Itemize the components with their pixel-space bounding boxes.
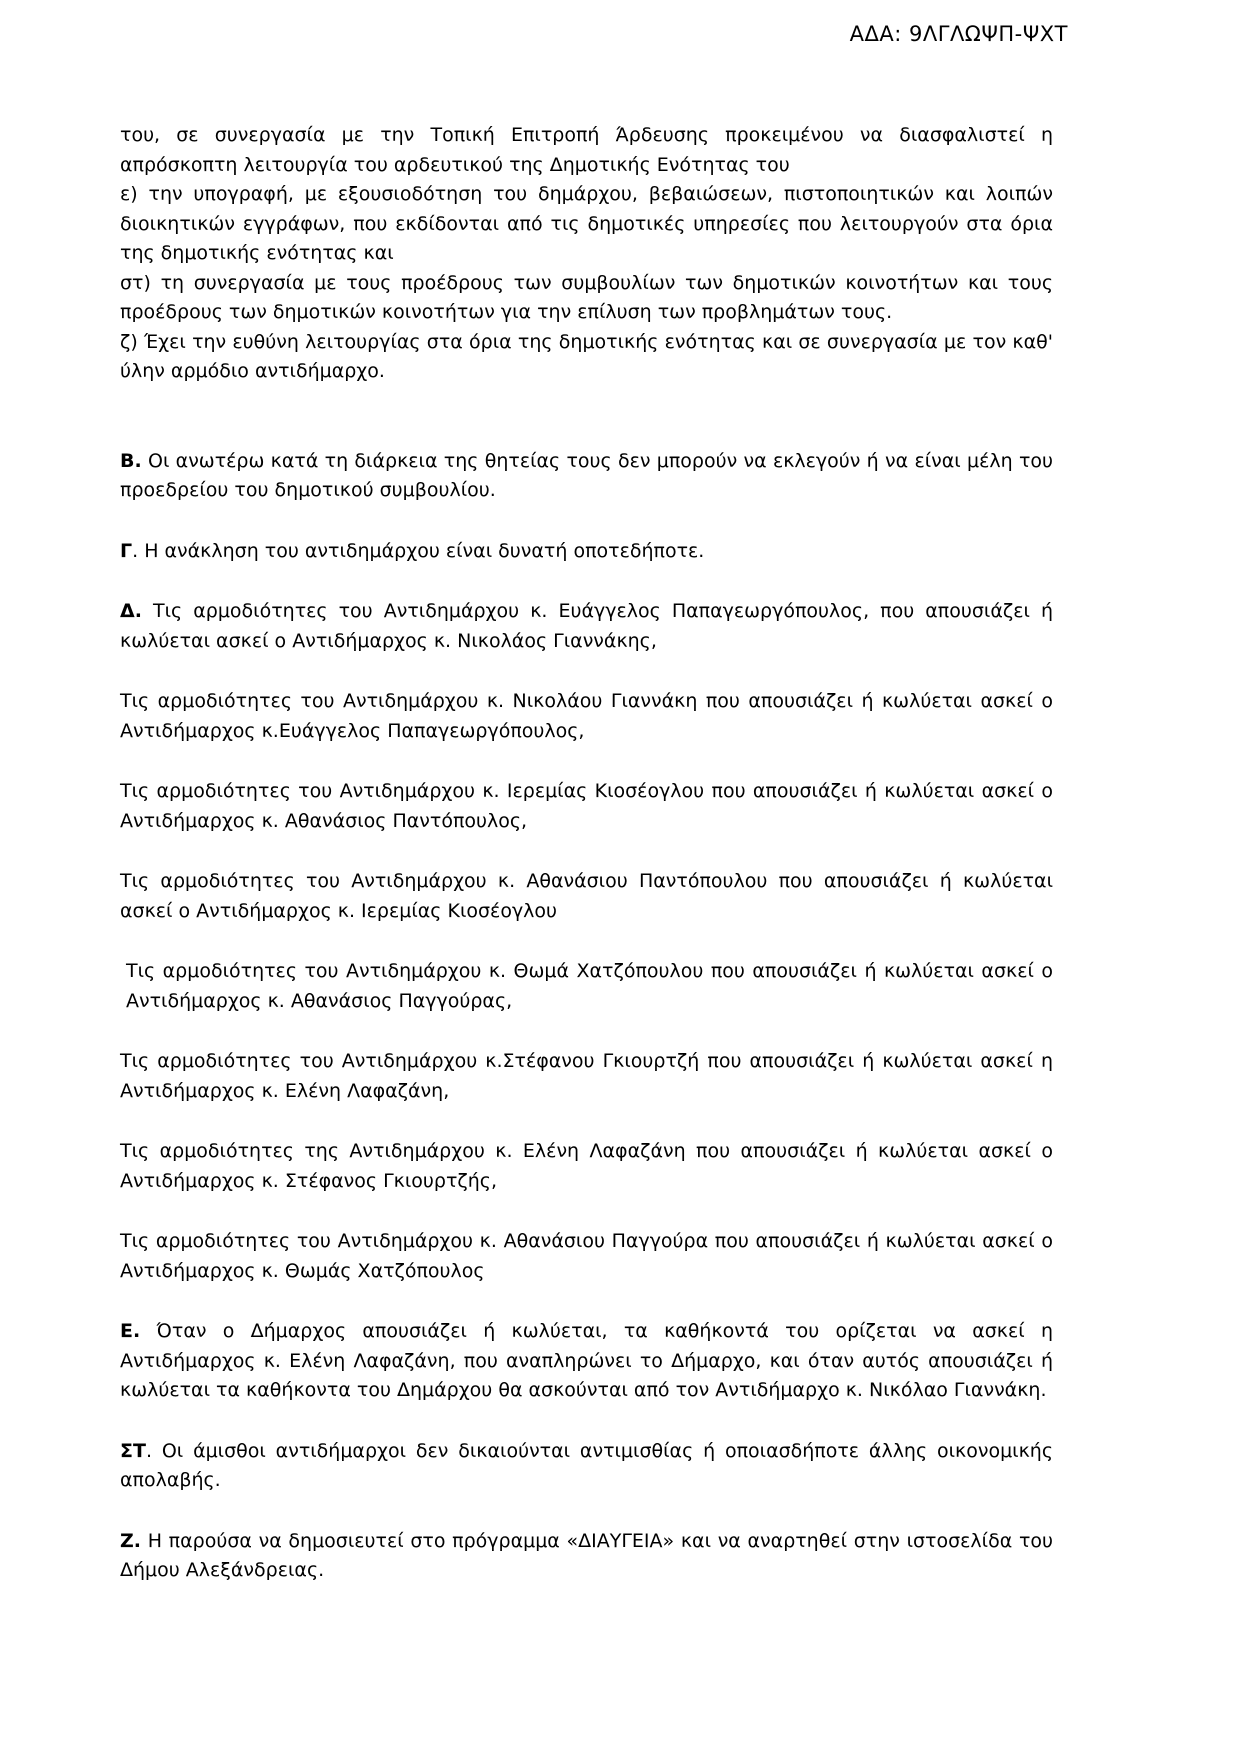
delegation-item: Τις αρμοδιότητες του Αντιδημάρχου κ. Αθανάσιου Παντόπουλου που απουσιάζει ή κωλύεται ασκεί ο Αντιδήμαρχος κ. Ιερεμίας Κιοσέογλου [120,870,1053,922]
section-z [120,1527,1053,1586]
spacer [120,746,1053,777]
section-d-text: Τις αρμοδιότητες του Αντιδημάρχου κ. Ευάγγελος Παπαγεωργόπουλος, που απουσιάζει ή κωλύεται ασκεί ο Αντιδήμαρχος κ. Νικολάος Γιαννάκης, [120,600,1053,652]
section-st-label: ΣΤ [120,1439,146,1462]
spacer [120,1496,1053,1527]
delegation-item: Τις αρμοδιότητες του Αντιδημάρχου κ. Ιερεμίας Κιοσέογλου που απουσιάζει ή κωλύεται ασκεί ο Αντιδήμαρχος κ. Αθανάσιος Παντόπουλος, [120,780,1053,832]
spacer [120,836,1053,867]
section-b [120,447,1053,506]
spacer [120,506,1053,537]
section-b-text: Οι ανωτέρω κατά τη διάρκεια της θητείας τους δεν μπορούν να εκλεγούν ή να είναι μέλη του προεδρείου του δημοτικού συμβουλίου. [120,449,1053,501]
spacer [120,387,1053,447]
section-z-text: Η παρούσα να δημοσιευτεί στο πρόγραμμα «ΔΙΑΥΓΕΙΑ» και να αναρτηθεί στην ιστοσελίδα του Δήμου Αλεξάνδρειας. [120,1529,1053,1581]
spacer [120,656,1053,687]
spacer [120,1196,1053,1227]
intro-paragraph: στ) τη συνεργασία με τους προέδρους των συμβουλίων των δημοτικών κοινοτήτων και τους προέδρους των δημοτικών κοινοτήτων για την επίλυση των προβλημάτων τους. [120,271,1053,323]
spacer [120,1406,1053,1437]
spacer [120,1106,1053,1137]
delegation-item: Τις αρμοδιότητες του Αντιδημάρχου κ. Θωμά Χατζόπουλου που απουσιάζει ή κωλύεται ασκεί ο Αντιδήμαρχος κ. Αθανάσιος Παγγούρας, [126,960,1053,1012]
intro-paragraph: του, σε συνεργασία με την Τοπική Επιτροπή Άρδευσης προκειμένου να διασφαλιστεί η απρόσκοπτη λειτουργία του αρδευτικού της Δημοτικής Ενότητας του [120,124,1053,176]
section-st-text: . Οι άμισθοι αντιδήμαρχοι δεν δικαιούνται αντιμισθίας ή οποιασδήποτε άλλης οικονομικής απολαβής. [120,1439,1053,1491]
spacer [120,1286,1053,1317]
section-g-text: . Η ανάκληση του αντιδημάρχου είναι δυνατή οποτεδήποτε. [132,539,705,562]
ada-header: ΑΔΑ: 9ΛΓΛΩΨΠ-ΨΧΤ [849,22,1068,46]
section-d-label: Δ. [120,600,142,622]
section-e-label: Ε. [120,1320,141,1342]
intro-paragraph: ε) την υπογραφή, με εξουσιοδότηση του δημάρχου, βεβαιώσεων, πιστοποιητικών και λοιπών διοικητικών εγγράφων, που εκδίδονται από τις δημοτικές υπηρεσίες που λειτουργούν στα όρια της δημοτικής ενότητας και [120,183,1053,264]
spacer [120,926,1053,957]
section-e [120,1317,1053,1406]
delegation-item: Τις αρμοδιότητες του Αντιδημάρχου κ.Στέφανου Γκιουρτζή που απουσιάζει ή κωλύεται ασκεί η Αντιδήμαρχος κ. Ελένη Λαφαζάνη, [120,1050,1053,1102]
document-body [120,121,1053,1586]
section-e-text: Όταν ο Δήμαρχος απουσιάζει ή κωλύεται, τα καθήκοντά του ορίζεται να ασκεί η Αντιδήμαρχος κ. Ελένη Λαφαζάνη, που αναπληρώνει το Δήμαρχο, και όταν αυτός απουσιάζει ή κωλύεται τα καθήκοντα του Δημάρχου θα ασκούνται από τον Αντιδήμαρχο κ. Νικόλαο Γιαννάκη. [120,1320,1053,1401]
section-z-label: Ζ. [120,1529,141,1552]
section-b-label: Β. [120,449,142,472]
section-st [120,1437,1053,1496]
spacer [120,566,1053,597]
delegation-item: Τις αρμοδιότητες του Αντιδημάρχου κ. Αθανάσιου Παγγούρα που απουσιάζει ή κωλύεται ασκεί ο Αντιδήμαρχος κ. Θωμάς Χατζόπουλος [120,1230,1053,1282]
section-g-label: Γ [120,539,133,562]
section-g [120,537,1053,567]
intro-paragraph: ζ) Έχει την ευθύνη λειτουργίας στα όρια της δημοτικής ενότητας και σε συνεργασία με τον καθ' ύλην αρμόδιο αντιδήμαρχο. [120,330,1053,382]
section-d [120,597,1053,656]
delegation-item: Τις αρμοδιότητες της Αντιδημάρχου κ. Ελένη Λαφαζάνη που απουσιάζει ή κωλύεται ασκεί ο Αντιδήμαρχος κ. Στέφανος Γκιουρτζής, [120,1140,1053,1192]
spacer [120,1016,1053,1047]
delegation-item: Τις αρμοδιότητες του Αντιδημάρχου κ. Νικολάου Γιαννάκη που απουσιάζει ή κωλύεται ασκεί ο Αντιδήμαρχος κ.Ευάγγελος Παπαγεωργόπουλος, [120,690,1053,742]
